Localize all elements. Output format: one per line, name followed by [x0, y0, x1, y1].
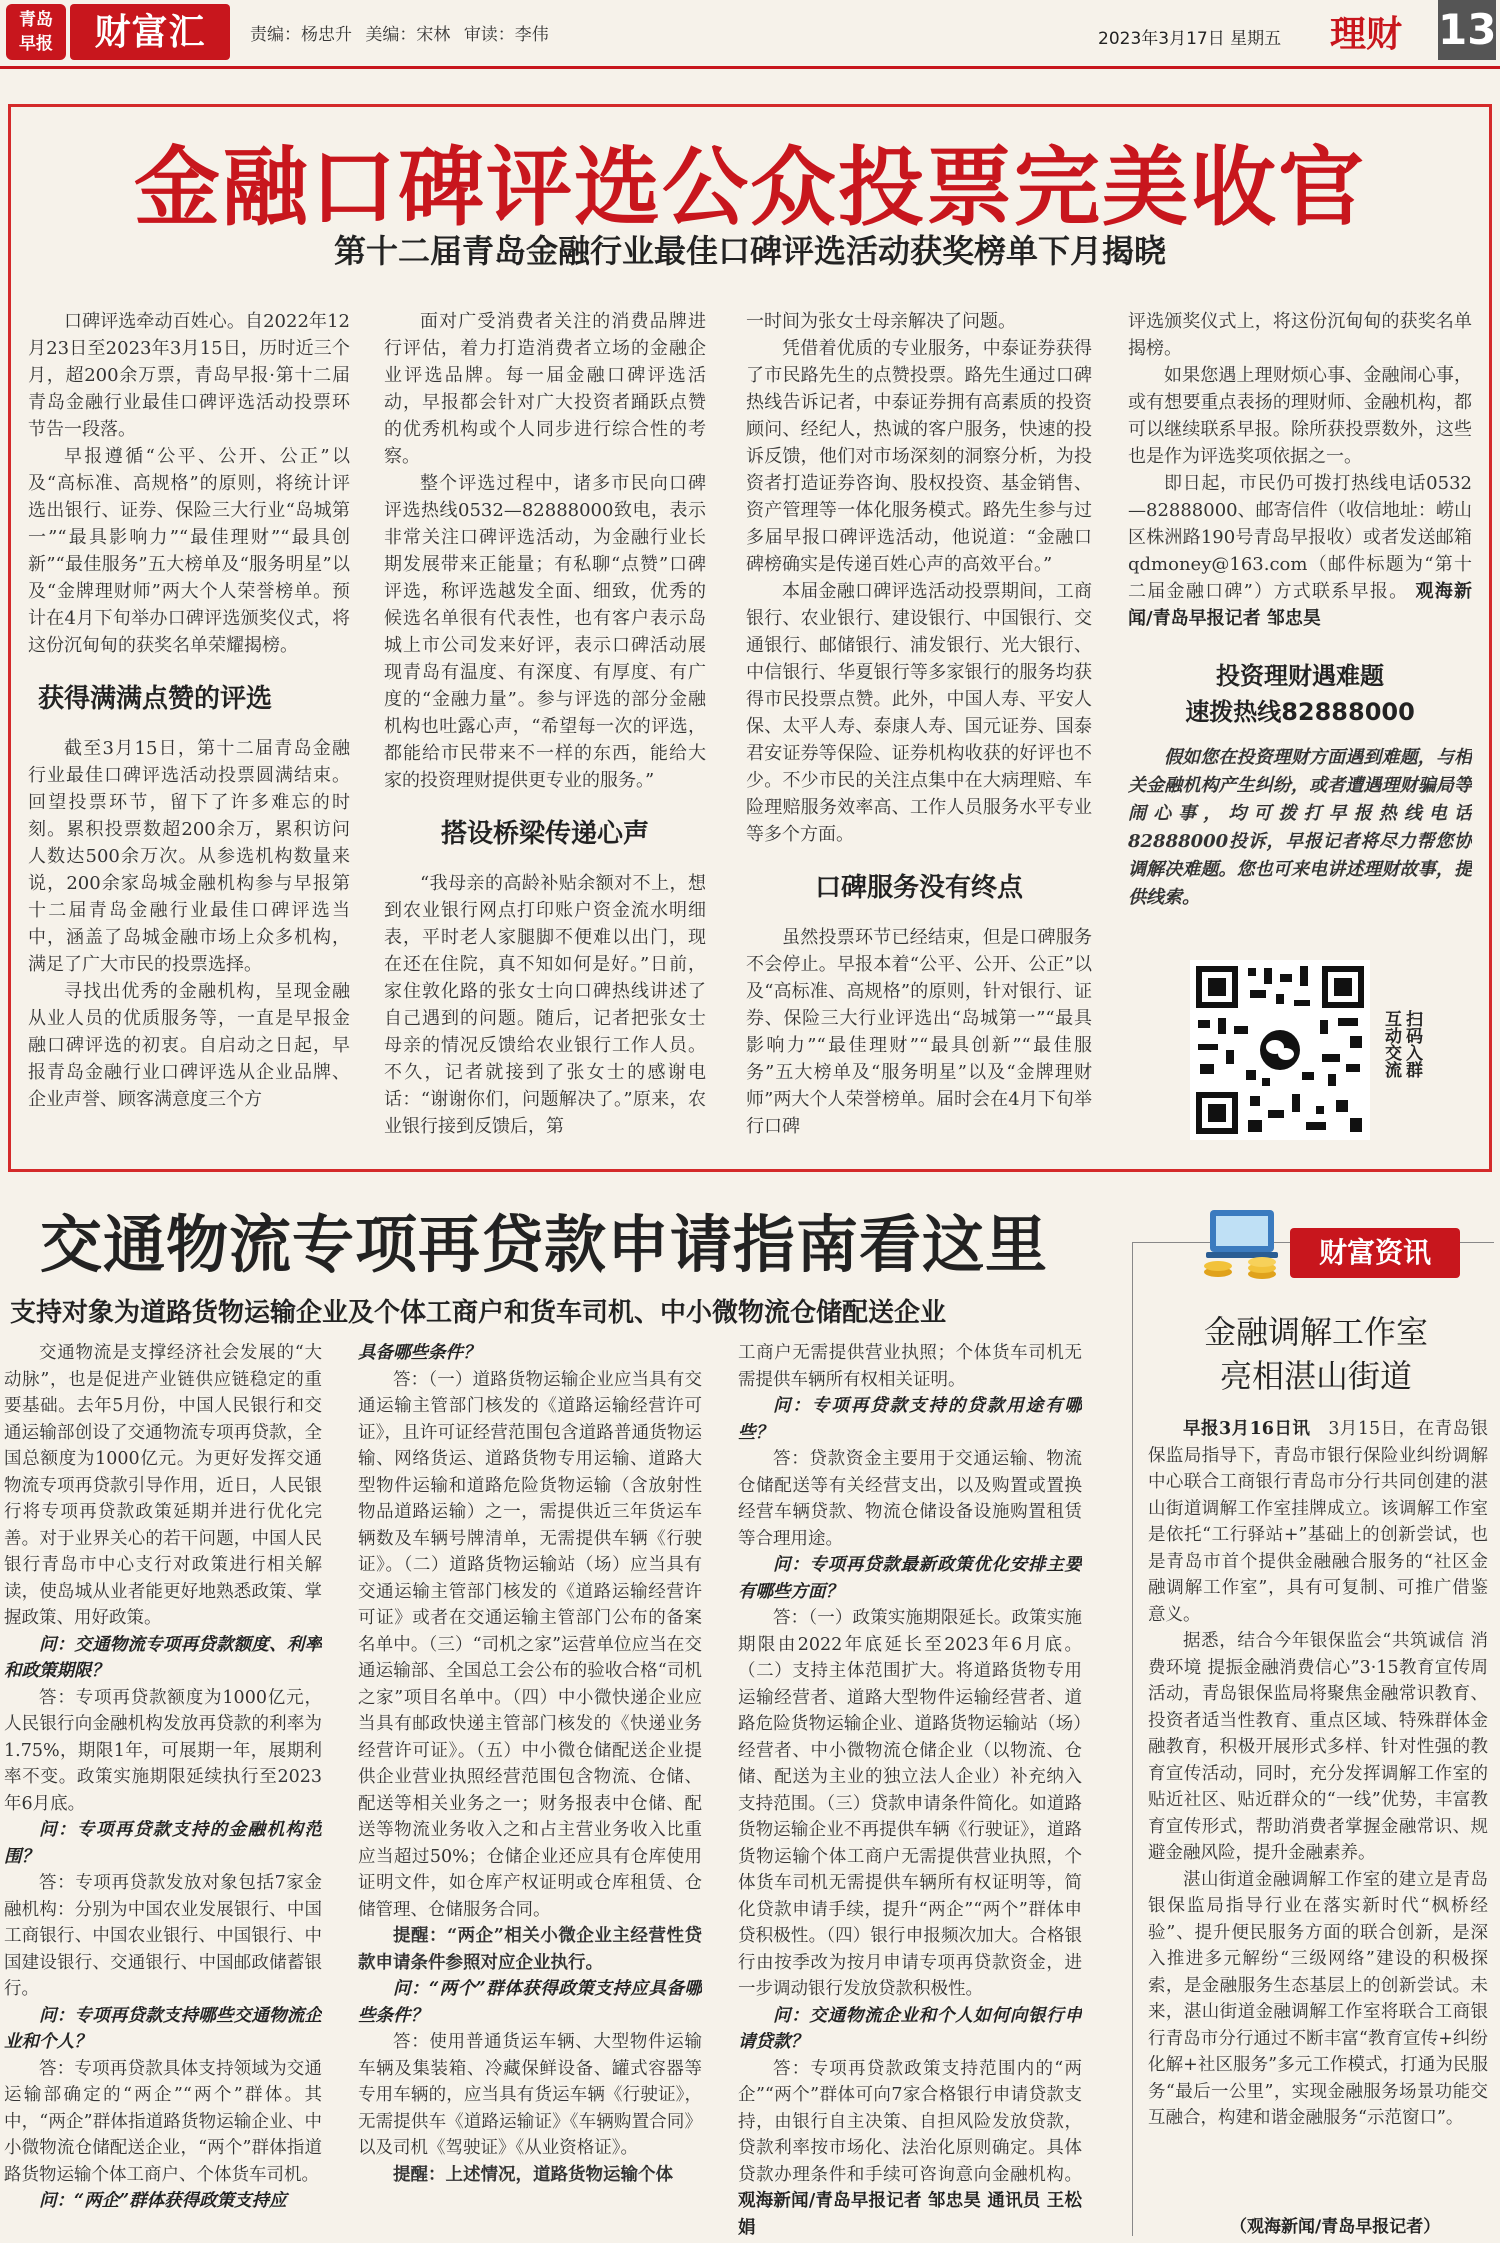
editor-credits — [250, 20, 557, 45]
newspaper-logo — [6, 4, 66, 60]
dateline-lead: 早报3月16日讯 — [1183, 1419, 1311, 1439]
column-brand: 财富汇 — [70, 4, 230, 60]
section-heading: 获得满满点赞的评选 — [38, 684, 273, 714]
paragraph: 虽然投票环节已经结束，但是口碑服务不会停止。早报本着“公平、公开、公正”以及“高标准、高规格”的原则，针对银行、证券、保险三大行业评选出“岛城第一”“最具影响力”“最佳理财”“最具创新”“最佳服务”五大榜单及“服务明星”以及“金牌理财师”两大个人荣誉榜单。届时会在4月下旬举行口碑 — [746, 927, 1092, 1137]
sidebar-banner: 财富资讯 — [1290, 1228, 1460, 1278]
feature-subheadline: 第十二届青岛金融行业最佳口碑评选活动获奖榜单下月揭晓 — [333, 232, 1166, 270]
paragraph: 工商户无需提供营业执照；个体货车司机无需提供车辆所有权相关证明。 — [738, 1343, 1082, 1390]
hotline-text: 假如您在投资理财方面遇到难题，与相关金融机构产生纠纷，或者遭遇理财骗局等闹心事，均可拨打早报热线电话82888000投诉，早报记者将尽力帮您协调解决难题。您也可来电讲述理财故事，提供线索。 — [1128, 747, 1472, 908]
answer: 答：专项再贷款具体支持领域为交通运输部确定的“两企”“两个”群体。其中，“两企”群体指道路货物运输企业、中小微物流仓储配送企业，“两个”群体指道路货物运输个体工商户、个体货车司机。 — [4, 2058, 322, 2185]
article-subheadline: 支持对象为道路货物运输企业及个体工商户和货车司机、中小微物流仓储配送企业 — [10, 1298, 947, 1328]
answer: 答：使用普通货运车辆、大型物件运输车辆及集装箱、冷藏保鲜设备、罐式容器等专用车辆的，应当具有货运车辆《行驶证》，无需提供车《道路运输证》《车辆购置合同》以及司机《驾驶证》《从业资格证》。 — [358, 2032, 702, 2158]
tip: 提醒：上述情况，道路货物运输个体 — [393, 2164, 673, 2185]
paragraph: 整个评选过程中，诸多市民向口碑评选热线0532—82888000致电，表示非常关注口碑评选活动，为金融行业长期发展带来正能量；有私聊“点赞”口碑评选，称评选越发全面、细致，优秀的候选名单很有代表性，也有客户表示岛城上市公司发来好评，表示口碑活动展现青岛有温度、有深度、有厚度、有广度的“金融力量”。参与评选的部分金融机构也吐露心声，“希望每一次的评选，都能给市民带来不一样的东西，能给大家的投资理财提供更专业的服务。” — [384, 473, 706, 791]
proofreader-credit: 审读：李伟 — [463, 25, 549, 45]
contact-text: 即日起，市民仍可拨打热线电话0532—82888000、邮寄信件（收信地址：崂山区株洲路190号青岛早报收）或者发送邮箱qdmoney@163.com（邮件标题为“第十二届金融口碑”）方式联系早报。 — [1128, 473, 1472, 602]
paragraph: 据悉，结合今年银保监会“共筑诚信 消费环境 提振金融消费信心”3·15教育宣传周活动，青岛银保监局将聚焦金融常识教育、投资者适当性教育、重点区域、特殊群体金融教育，积极开展形式多样、针对性强的教育宣传活动，同时，充分发挥调解工作室的贴近社区、贴近群众的“一线”优势，丰富教育宣传形式，帮助消费者掌握金融常识、规避金融风险，提升金融素养。 — [1148, 1631, 1488, 1863]
paragraph: 口碑评选牵动百姓心。自2022年12月23日至2023年3月15日，历时近三个月，超200余万票，青岛早报·第十二届青岛金融行业最佳口碑评选活动投票环节告一段落。 — [28, 311, 350, 440]
paragraph — [1128, 470, 1472, 632]
article-column-2 — [358, 1340, 702, 2235]
article-column-1 — [4, 1340, 322, 2235]
feature-headline: 金融口碑评选公众投票完美收官 — [134, 137, 1366, 238]
paragraph: 如果您遇上理财烦心事、金融闹心事，或有想要重点表扬的理财师、金融机构，都可以继续联系早报。除所获投票数外，这些也是作为评选奖项依据之一。 — [1128, 365, 1472, 467]
answer: 答：（一）道路货物运输企业应当具有交通运输主管部门核发的《道路运输经营许可证》，且许可证经营范围包含道路普通货物运输、网络货运、道路货物专用运输、道路大型物件运输和道路危险货物运输（含放射性物品道路运输）之一，需提供近三年货运车辆数及车辆号牌清单，无需提供车辆《行驶证》。（二）道路货物运输站（场）应当具有交通运输主管部门核发的《道路运输经营许可证》或者在交通运输主管部门公布的备案名单中。（三）“司机之家”运营单位应当在交通运输部、全国总工会公布的验收合格“司机之家”项目名单中。（四）中小微快递企业应当具有邮政快递主管部门核发的《快递业务经营许可证》。（五）中小微仓储配送企业提供企业营业执照经营范围包含物流、仓储、配送等相关业务之一；财务报表中仓储、配送等物流业务收入之和占主营业务收入比重应当超过50%；仓储企业还应具有仓库使用证明文件，如仓库产权证明或仓库租赁、仓储管理、仓储服务合同。 — [358, 1369, 702, 1920]
logo-text: 青岛 早报 — [19, 10, 53, 54]
question: 问：专项再贷款最新政策优化安排主要有哪些方面？ — [738, 1555, 1082, 1602]
paragraph: 湛山街道金融调解工作室的建立是青岛银保监局指导行业在落实新时代“枫桥经验”、提升便民服务方面的联合创新，是深入推进多元解纷“三级网络”建设的积极探索，是金融服务生态基层上的创新尝试。未来，湛山街道金融调解工作室将联合工商银行青岛市分行通过不断丰富“教育宣传+纠纷化解+社区服务”多元工作模式，打通为民服务“最后一公里”，实现金融服务场景功能交互融合，构建和谐金融服务“示范窗口”。 — [1148, 1869, 1488, 2128]
qr-caption: 扫码入群 互动交流 — [1381, 1010, 1422, 1078]
paragraph-text: 3月15日，在青岛银保监局指导下，青岛市银行保险业纠纷调解中心联合工商银行青岛市分行共同创建的湛山街道调解工作室挂牌成立。该调解工作室是依托“工行驿站+”基础上的创新尝试，也是青岛市首个提供金融融合服务的“社区金融调解工作室”，具有可复制、可推广借鉴意义。 — [1148, 1419, 1488, 1625]
editor-credit: 责编：杨忠升 — [250, 25, 352, 45]
feature-column-4 — [1128, 308, 1472, 948]
question: 问：交通物流专项再贷款额度、利率和政策期限？ — [4, 1634, 322, 1681]
question: 具备哪些条件？ — [358, 1343, 481, 1363]
page-number: 13 — [1438, 0, 1496, 60]
qr-code[interactable] — [1190, 960, 1370, 1140]
answer: 答：专项再贷款发放对象包括7家金融机构：分别为中国农业发展银行、中国工商银行、中国农业银行、中国银行、中国建设银行、交通银行、中国邮政储蓄银行。 — [4, 1873, 322, 1999]
qr-code-image — [1190, 960, 1370, 1140]
paragraph: 评选颁奖仪式上，将这份沉甸甸的获奖名单揭榜。 — [1128, 311, 1472, 359]
feature-column-1 — [28, 308, 350, 1163]
question: 问：“两企”群体获得政策支持应 — [39, 2191, 287, 2211]
feature-column-2 — [384, 308, 706, 1163]
paragraph: 本届金融口碑评选活动投票期间，工商银行、农业银行、建设银行、中国银行、交通银行、邮储银行、浦发银行、光大银行、中信银行、华夏银行等多家银行的服务均获得市民投票点赞。此外，中国人寿、平安人保、太平人寿、泰康人寿、国元证券、国泰君安证券等保险、证券机构收获的好评也不少。不少市民的关注点集中在大病理赔、车险理赔服务效率高、工作人员服务水平专业等多个方面。 — [746, 581, 1092, 845]
answer-text: 答：专项再贷款政策支持范围内的“两企”“两个”群体可向7家合格银行申请贷款支持，由银行自主决策、自担风险发放贷款，贷款利率按市场化、法治化原则确定。具体贷款办理条件和手续可咨询意向金融机构。 — [738, 2058, 1082, 2185]
question: 问：专项再贷款支持哪些交通物流企业和个人？ — [4, 2005, 322, 2052]
header-rule — [0, 66, 1500, 69]
section-heading: 口碑服务没有终点 — [814, 873, 1023, 903]
answer: 答：（一）政策实施期限延长。政策实施期限由2022年底延长至2023年6月底。（二）支持主体范围扩大。将道路货物专用运输经营者、道路大型物件运输经营者、道路危险货物运输企业、道路货物运输站（场）经营者、中小微物流仓储企业（以物流、仓储、配送为主业的独立法人企业）补充纳入支持范围。（三）贷款申请条件简化。如道路货物运输企业不再提供车辆《行驶证》，道路货物运输个体工商户无需提供营业执照，个体货车司机无需提供车辆所有权证明等，简化贷款申请手续，提升“两企”“两个”群体申贷积极性。（四）银行申报频次加大。合格银行由按季改为按月申请专项再贷款资金，进一步调动银行发放贷款积极性。 — [738, 1608, 1082, 1999]
paragraph — [1148, 1416, 1488, 1628]
paragraph: “我母亲的高龄补贴余额对不上，想到农业银行网点打印账户资金流水明细表，平时老人家腿脚不便难以出门，现在还在住院，真不知如何是好。”日前，家住敦化路的张女士向口碑热线讲述了自己遇到的问题。随后，记者把张女士母亲的情况反馈给农业银行工作人员。不久，记者就接到了张女士的感谢电话：“谢谢你们，问题解决了。”原来，农业银行接到反馈后，第 — [384, 873, 706, 1137]
section-name: 理财 — [1330, 14, 1403, 55]
paragraph: 凭借着优质的专业服务，中泰证券获得了市民路先生的点赞投票。路先生通过口碑热线告诉记者，中泰证券拥有高素质的投资顾问、经纪人，热诚的客户服务，快速的投诉反馈，他们对市场深刻的洞察分析，为投资者打造证券咨询、股权投资、基金销售、资产管理等一体化服务模式。路先生参与过多届早报口碑评选活动，他说道：“金融口碑榜确实是传递百姓心声的高效平台。” — [746, 338, 1092, 575]
hotline-title: 投资理财遇难题 速拨热线82888000 — [1185, 662, 1415, 726]
answer — [738, 2056, 1082, 2236]
byline: 观海新闻/青岛早报记者 邹忠昊 通讯员 王松娟 — [738, 2191, 1082, 2235]
sidebar-headline: 金融调解工作室 亮相湛山街道 — [1203, 1313, 1428, 1395]
article-column-3 — [738, 1340, 1082, 2235]
coin-illustration-icon — [1196, 1202, 1288, 1284]
feature-column-3 — [746, 308, 1092, 1163]
article-headline: 交通物流专项再贷款申请指南看这里 — [40, 1208, 1049, 1281]
tip: 提醒：“两企”相关小微企业主经营性贷款申请条件参照对应企业执行。 — [358, 1926, 702, 1973]
paragraph: 一时间为张女士母亲解决了问题。 — [746, 311, 1016, 332]
issue-date: 2023年3月17日 星期五 — [1098, 29, 1282, 49]
paragraph: 寻找出优秀的金融机构，呈现金融从业人员的优质服务等，一直是早报金融口碑评选的初衷。自启动之日起，早报青岛金融行业口碑评选从企业品牌、企业声誉、顾客满意度三个方 — [28, 981, 350, 1110]
masthead — [0, 0, 1500, 64]
question: 问：交通物流企业和个人如何向银行申请贷款？ — [738, 2005, 1082, 2052]
paragraph: 早报遵循“公平、公开、公正”以及“高标准、高规格”的原则，将统计评选出银行、证券、保险三大行业“岛城第一”“最具影响力”“最佳理财”“最具创新”“最佳服务”五大榜单及“服务明星”以及“金牌理财师”两大个人荣誉榜单。预计在4月下旬举办口碑评选颁奖仪式，将这份沉甸甸的获奖名单荣耀揭榜。 — [28, 446, 350, 656]
designer-credit: 美编：宋林 — [365, 25, 451, 45]
answer: 答：贷款资金主要用于交通运输、物流仓储配送等有关经营支出，以及购置或置换经营车辆贷款、物流仓储设备设施购置租赁等合理用途。 — [738, 1449, 1082, 1549]
answer: 答：专项再贷款额度为1000亿元，人民银行向金融机构发放再贷款的利率为1.75%，期限1年，可展期一年，展期利率不变。政策实施期限延续执行至2023年6月底。 — [4, 1687, 322, 1814]
sidebar-byline: （观海新闻/青岛早报记者） — [1230, 2217, 1441, 2237]
byline: 观海新闻/青岛早报记者 邹忠昊 — [1128, 581, 1472, 629]
paragraph: 交通物流是支撑经济社会发展的“大动脉”，也是促进产业链供应链稳定的重要基础。去年5月份，中国人民银行和交通运输部创设了交通物流专项再贷款，全国总额度为1000亿元。为更好发挥交通物流专项再贷款引导作用，近日，人民银行将专项再贷款政策延期并进行优化完善。对于业界关心的若干问题，中国人民银行青岛市中心支行对政策进行相关解读，使岛城从业者能更好地熟悉政策、掌握政策、用好政策。 — [4, 1343, 322, 1628]
paragraph: 面对广受消费者关注的消费品牌进行评估，着力打造消费者立场的金融企业评选品牌。每一届金融口碑评选活动，早报都会针对广大投资者踊跃点赞的优秀机构或个人同步进行综合性的考察。 — [384, 311, 706, 467]
paragraph: 截至3月15日，第十二届青岛金融行业最佳口碑评选活动投票圆满结束。回望投票环节，留下了许多难忘的时刻。累积投票数超200余万，累积访问人数达500余万次。从参选机构数量来说，200余家岛城金融机构参与早报第十二届青岛金融行业最佳口碑评选当中，涵盖了岛城金融市场上众多机构，满足了广大市民的投票选择。 — [28, 738, 350, 975]
sidebar-column — [1148, 1416, 1488, 2216]
question: 问：“两个”群体获得政策支持应具备哪些条件？ — [358, 1979, 702, 2026]
question: 问：专项再贷款支持的贷款用途有哪些？ — [738, 1396, 1082, 1443]
section-heading: 搭设桥梁传递心声 — [440, 819, 649, 849]
question: 问：专项再贷款支持的金融机构范围？ — [4, 1820, 322, 1867]
